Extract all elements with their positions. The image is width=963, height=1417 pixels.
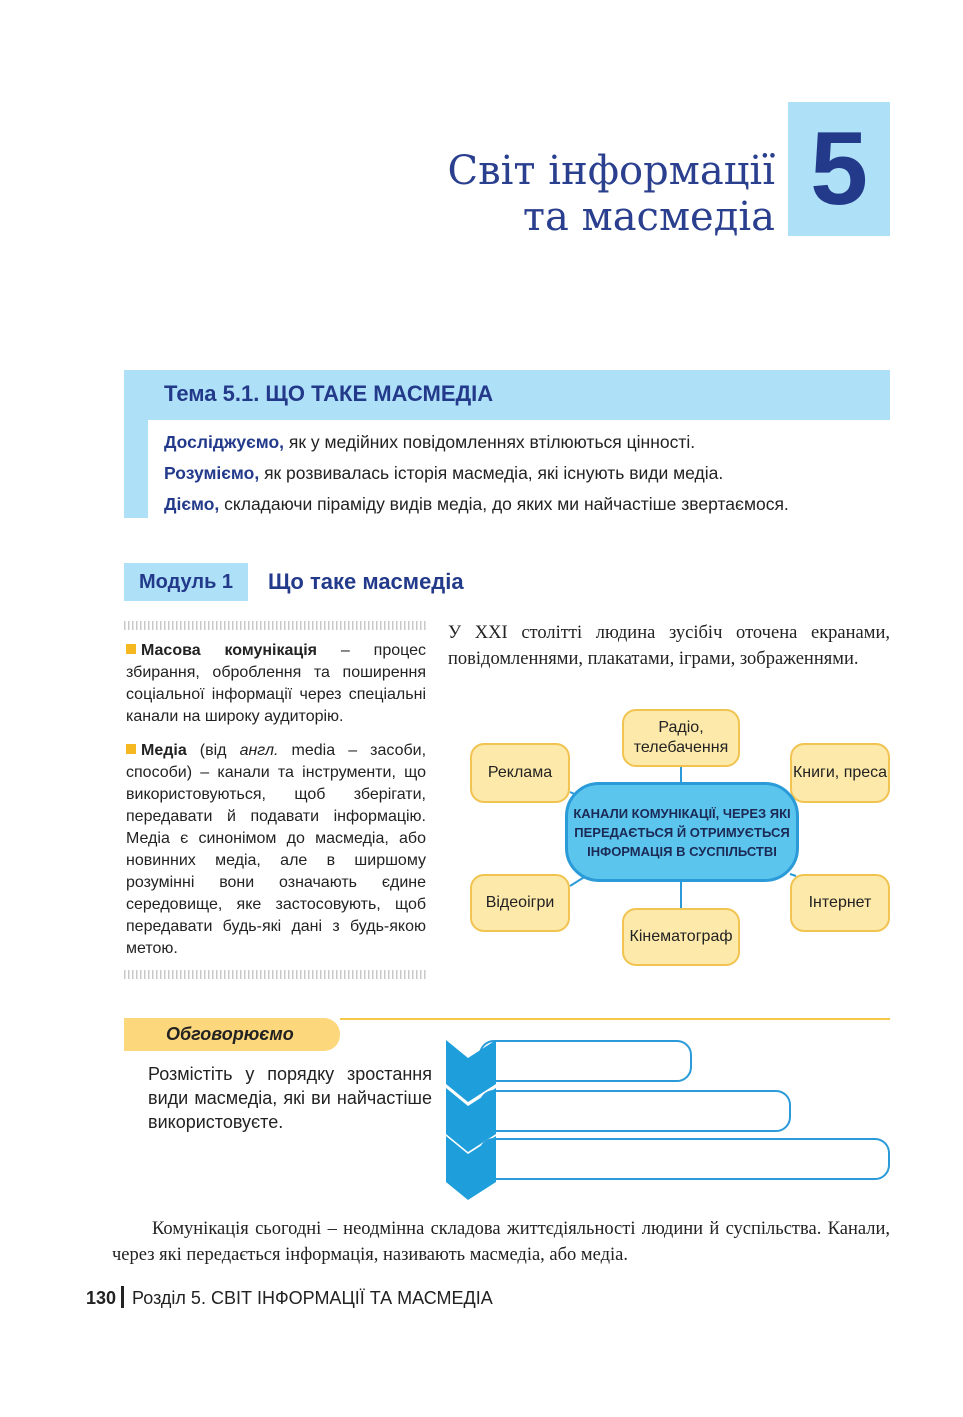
chapter-title-line2: та масмедіа	[522, 194, 775, 240]
intro-paragraph: У XXI столітті людина зусібіч оточена екранами, повідомленнями, плакатами, іграми, зображеннями.	[448, 623, 890, 669]
node-games: Відеоігри	[470, 874, 570, 932]
node-ads: Реклама	[470, 743, 570, 803]
ranking-pyramid	[440, 1036, 896, 1204]
definition-term: Медіа	[141, 742, 187, 759]
chapter-title	[448, 148, 775, 240]
definition-media	[126, 740, 426, 960]
ranking-slot-1[interactable]	[480, 1041, 691, 1081]
module-label: Модуль 1	[138, 571, 234, 593]
topic-title: Тема 5.1. ЩО ТАКЕ МАСМЕДІА	[164, 381, 494, 406]
body-paragraph	[112, 1216, 890, 1268]
node-radio: Радіо, телебачення	[622, 709, 740, 767]
goal-explore	[164, 430, 695, 454]
chapter-title-line1: Світ інформації	[447, 148, 775, 194]
node-cinema: Кінематограф	[622, 908, 740, 966]
definition-term: Масова комунікація	[141, 642, 318, 659]
definition-text-pre: (від	[186, 742, 240, 759]
node-books: Книги, преса	[790, 743, 890, 803]
goal-verb: Досліджуємо,	[164, 432, 285, 452]
module-tag	[124, 563, 248, 601]
ranking-slot-2[interactable]	[480, 1091, 790, 1131]
bullet-icon	[126, 744, 136, 754]
diagram-center: КАНАЛИ КОМУНІКАЦІЇ, ЧЕРЕЗ ЯКІ ПЕРЕДАЄТЬСЯ Й ОТРИМУЄТЬСЯ ІНФОРМАЦІЯ В СУСПІЛЬСТВІ	[565, 782, 799, 882]
dotted-divider-top	[124, 621, 426, 630]
definition-italic: англ.	[239, 742, 279, 759]
chapter-number: 5	[810, 111, 868, 227]
node-internet: Інтернет	[790, 874, 890, 932]
bullet-icon	[126, 644, 136, 654]
footer-separator	[121, 1286, 124, 1308]
goal-verb: Діємо,	[164, 494, 220, 514]
goal-text: складаючи піраміду видів медіа, до яких ми найчастіше звертаємося.	[219, 494, 789, 514]
goal-text: як у медійних повідомленнях втілюються цінності.	[284, 432, 696, 452]
definition-mass-communication	[126, 640, 426, 728]
definition-text: media – засоби, способи) – канали та інструменти, що використовуються, щоб зберігати, передавати й подавати інформацію. Медіа є синонімом до масмедіа, або новинних медіа, але в ширшому розумінні вони означають єдине середовище, яке застосовують, щоб передавати будь-які дані з будь-якою метою.	[126, 742, 427, 957]
goal-act	[164, 492, 789, 516]
discuss-divider	[340, 1018, 890, 1020]
page-footer	[86, 1286, 493, 1310]
footer-section: Розділ 5. СВІТ ІНФОРМАЦІЇ ТА МАСМЕДІА	[132, 1288, 493, 1308]
body-paragraph-text: Комунікація сьогодні – неодмінна складова життєдіяльності людини й суспільства. Канали, через які передається інформація, називають масмедіа, або медіа.	[112, 1219, 890, 1265]
ranking-slot-3[interactable]	[480, 1139, 889, 1179]
discuss-label: Обговорюємо	[166, 1024, 294, 1044]
definition-text: – процес збирання, оброблення та поширення соціальної інформації через спеціальні канали на широку аудиторію.	[126, 642, 427, 725]
page-number: 130	[86, 1288, 117, 1308]
dotted-divider-bottom	[124, 970, 426, 979]
goal-verb: Розуміємо,	[164, 463, 260, 483]
module-title: Що таке масмедіа	[268, 569, 464, 594]
discuss-task: Розмістіть у порядку зростання види масмедіа, які ви найчастіше використовуєте.	[148, 1064, 432, 1132]
discuss-tab	[124, 1018, 340, 1051]
topic-side-bar	[124, 420, 148, 518]
goal-understand	[164, 461, 723, 485]
goal-text: як розвивалась історія масмедіа, які існують види медіа.	[259, 463, 724, 483]
